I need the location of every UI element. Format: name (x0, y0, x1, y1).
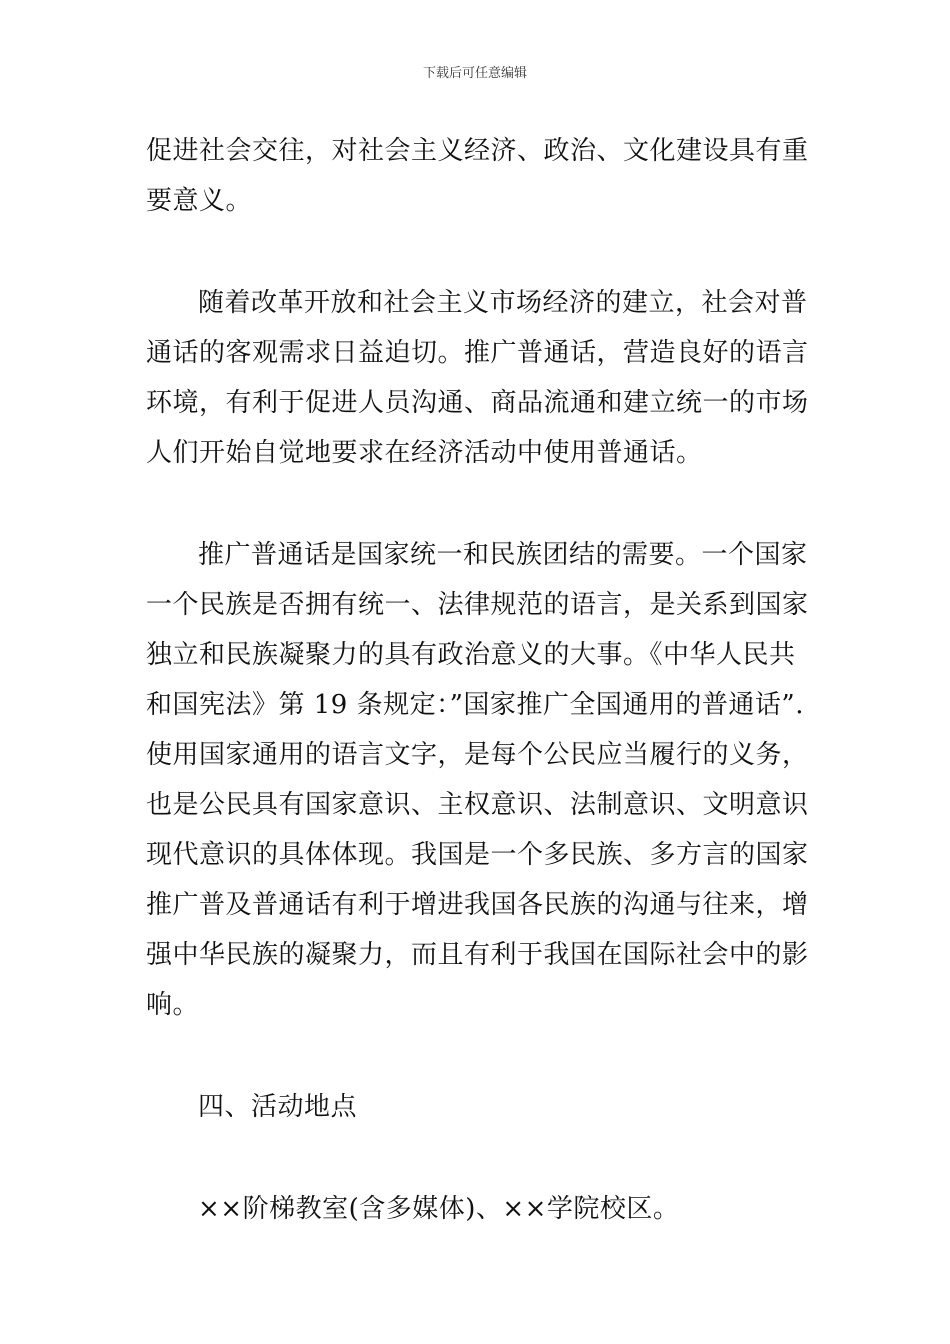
paragraph-line: 推广普通话是国家统一和民族团结的需要。一个国家 (198, 540, 808, 570)
paragraph-line: 现代意识的具体体现。我国是一个多民族、多方言的国家 (146, 840, 809, 870)
paragraph-3 (146, 530, 811, 1030)
paragraph-line: 推广普及普通话有利于增进我国各民族的沟通与往来，增 (146, 890, 809, 920)
paragraph-line: 一个民族是否拥有统一、法律规范的语言，是关系到国家 (146, 590, 809, 620)
section-heading-text: 四、活动地点 (198, 1092, 358, 1122)
paragraph-line: 和国宪法》第 19 条规定：”国家推广全国通用的普通话”. (146, 690, 804, 720)
document-body (146, 126, 811, 1234)
paragraph-line: 要意义。 (146, 186, 253, 216)
paragraph-line: 环境，有利于促进人员沟通、商品流通和建立统一的市场 (146, 388, 809, 418)
paragraph-line: 强中华民族的凝聚力，而且有利于我国在国际社会中的影 (146, 940, 809, 970)
paragraph-location (146, 1184, 811, 1234)
section-heading (146, 1082, 811, 1132)
paragraph-line: 人们开始自觉地要求在经济活动中使用普通话。 (146, 438, 703, 468)
paragraph-line: 响。 (146, 990, 200, 1020)
paragraph-1 (146, 126, 811, 226)
paragraph-line: 独立和民族凝聚力的具有政治意义的大事。《中华人民共 (146, 640, 796, 670)
paragraph-line: ××阶梯教室(含多媒体)、××学院校区。 (198, 1194, 680, 1224)
paragraph-line: 通话的客观需求日益迫切。推广普通话，营造良好的语言 (146, 338, 809, 368)
paragraph-line: 使用国家通用的语言文字，是每个公民应当履行的义务， (146, 740, 809, 770)
paragraph-2 (146, 278, 811, 478)
paragraph-line: 随着改革开放和社会主义市场经济的建立，社会对普 (198, 288, 808, 318)
paragraph-line: 促进社会交往，对社会主义经济、政治、文化建设具有重 (146, 136, 809, 166)
page-header: 下载后可任意编辑 (422, 66, 527, 81)
paragraph-line: 也是公民具有国家意识、主权意识、法制意识、文明意识 (146, 790, 809, 820)
